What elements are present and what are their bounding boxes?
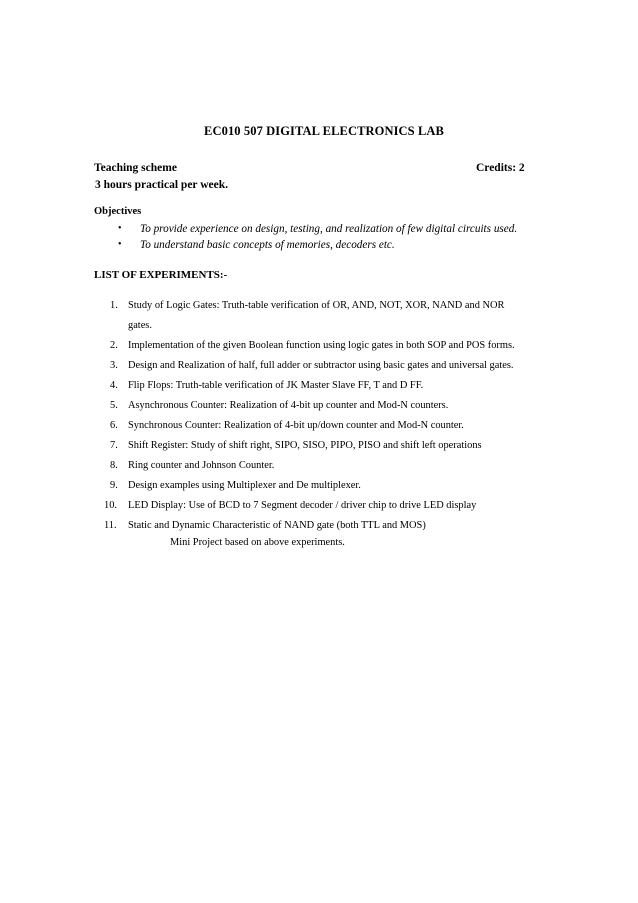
- experiment-text: Design examples using Multiplexer and De multiplexer.: [128, 480, 361, 491]
- credits-label: Credits: 2: [476, 162, 525, 174]
- experiment-text: Ring counter and Johnson Counter.: [128, 460, 275, 471]
- experiments-list: [104, 296, 515, 536]
- experiment-item: [110, 476, 515, 496]
- experiment-number: 2.: [110, 340, 118, 351]
- experiment-text: Design and Realization of half, full adder or subtractor using basic gates and universal gates.: [128, 360, 514, 371]
- objective-item: [118, 237, 517, 253]
- experiment-text: [128, 296, 504, 336]
- bullet-icon: •: [118, 223, 122, 234]
- experiment-number: 3.: [110, 360, 118, 371]
- experiment-text-line: gates.: [128, 320, 152, 331]
- objectives-heading: Objectives: [94, 206, 142, 217]
- experiment-item: [110, 396, 515, 416]
- experiment-item: [110, 456, 515, 476]
- experiment-number: 8.: [110, 460, 118, 471]
- experiment-text: Shift Register: Study of shift right, SIPO, SISO, PIPO, PISO and shift left operations: [128, 440, 482, 451]
- objectives-list: [118, 221, 517, 253]
- experiment-number: 11.: [104, 520, 117, 531]
- experiment-text: Implementation of the given Boolean function using logic gates in both SOP and POS forms.: [128, 340, 515, 351]
- experiment-number: 5.: [110, 400, 118, 411]
- experiment-text: Synchronous Counter: Realization of 4-bit up/down counter and Mod-N counter.: [128, 420, 464, 431]
- experiment-number: 9.: [110, 480, 118, 491]
- experiment-text-line: Study of Logic Gates: Truth-table verification of OR, AND, NOT, XOR, NAND and NOR: [128, 300, 505, 311]
- experiments-heading: LIST OF EXPERIMENTS:-: [94, 269, 228, 281]
- experiment-item: [110, 356, 515, 376]
- experiment-text: Asynchronous Counter: Realization of 4-bit up counter and Mod-N counters.: [128, 400, 449, 411]
- experiment-number: 6.: [110, 420, 118, 431]
- teaching-scheme-label: Teaching scheme: [94, 162, 177, 174]
- experiment-text: Static and Dynamic Characteristic of NAND gate (both TTL and MOS): [128, 520, 426, 531]
- experiment-number: 1.: [110, 300, 118, 311]
- experiment-item: [104, 516, 515, 536]
- objective-text: To understand basic concepts of memories, decoders etc.: [140, 239, 395, 251]
- experiment-text: LED Display: Use of BCD to 7 Segment decoder / driver chip to drive LED display: [128, 500, 477, 511]
- experiment-text: Flip Flops: Truth-table verification of JK Master Slave FF, T and D FF.: [128, 380, 424, 391]
- experiment-number: 4.: [110, 380, 118, 391]
- experiment-item: [110, 336, 515, 356]
- objective-item: [118, 221, 517, 237]
- experiment-item: [110, 296, 515, 336]
- experiment-number: 7.: [110, 440, 118, 451]
- page-title: EC010 507 DIGITAL ELECTRONICS LAB: [204, 124, 444, 138]
- bullet-icon: •: [118, 239, 122, 250]
- experiment-item: [110, 416, 515, 436]
- hours-label: 3 hours practical per week.: [95, 179, 228, 191]
- experiment-item: [104, 496, 515, 516]
- experiment-item: [110, 376, 515, 396]
- experiment-item: [110, 436, 515, 456]
- objective-text: To provide experience on design, testing, and realization of few digital circuits used.: [140, 223, 518, 235]
- mini-project-note: Mini Project based on above experiments.: [170, 537, 345, 548]
- experiment-number: 10.: [104, 500, 117, 511]
